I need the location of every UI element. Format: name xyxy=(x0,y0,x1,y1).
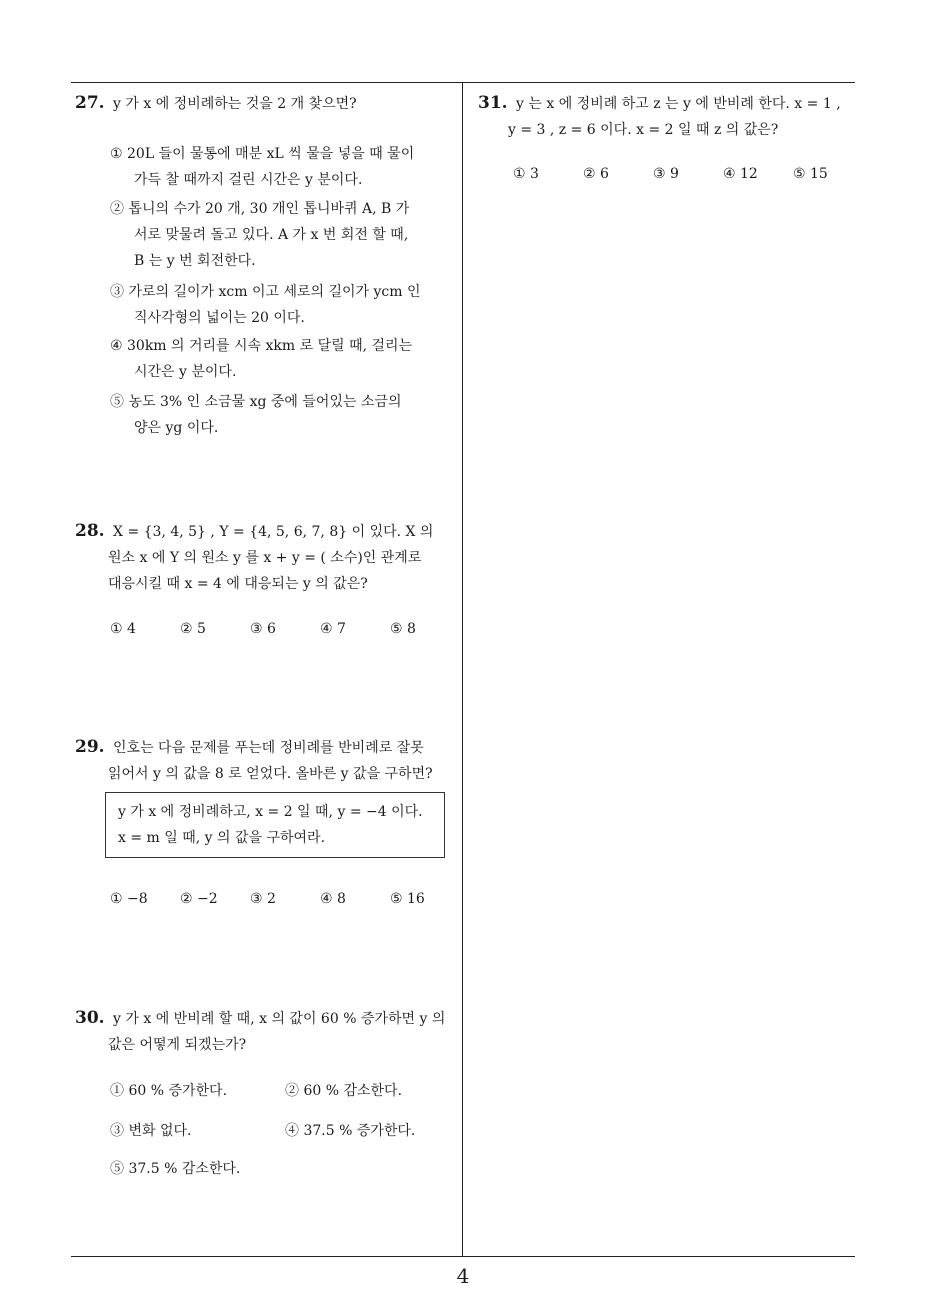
q30-choice-2[interactable]: ② 60 % 감소한다. xyxy=(285,1083,403,1099)
q28-choice-5[interactable]: ⑤ 8 xyxy=(390,621,416,637)
q28-choice-2[interactable]: ② 5 xyxy=(180,621,206,637)
q30-choice-4[interactable]: ④ 37.5 % 증가한다. xyxy=(285,1123,416,1139)
q29-choice-1[interactable]: ① −8 xyxy=(110,891,148,907)
question-28 xyxy=(75,518,460,597)
box-line2: x = m 일 때, y 의 값을 구하여라. xyxy=(118,830,326,846)
box-line1: y 가 x 에 정비례하고, x = 2 일 때, y = −4 이다. xyxy=(118,804,423,820)
question-29 xyxy=(75,734,460,787)
q27-option-5[interactable]: ⑤ 농도 3% 인 소금물 xg 중에 들어있는 소금의 양은 yg 이다. xyxy=(110,394,402,436)
problem-box xyxy=(105,792,445,858)
question-number: 30. xyxy=(75,1008,105,1028)
bottom-rule xyxy=(71,1256,855,1257)
q27-option-1[interactable]: ① 20L 들이 물통에 매분 xL 씩 물을 넣을 때 물이 가득 찰 때까지 걸린 시간은 y 분이다. xyxy=(110,146,415,188)
question-30 xyxy=(75,1005,460,1058)
question-number: 28. xyxy=(75,521,105,541)
q31-choice-5[interactable]: ⑤ 15 xyxy=(793,166,828,182)
q29-choice-3[interactable]: ③ 2 xyxy=(250,891,276,907)
question-text-line2: y = 3 , z = 6 이다. x = 2 일 때 z 의 값은? xyxy=(508,122,779,138)
q31-choice-1[interactable]: ① 3 xyxy=(513,166,539,182)
q31-choice-2[interactable]: ② 6 xyxy=(583,166,609,182)
question-text-line1: y 가 x 에 반비례 할 때, x 의 값이 60 % 증가하면 y 의 xyxy=(113,1011,446,1027)
question-number: 31. xyxy=(478,93,508,113)
q29-choice-2[interactable]: ② −2 xyxy=(180,891,218,907)
question-text-line2: 원소 x 에 Y 의 원소 y 를 x + y = ( 소수)인 관계로 xyxy=(108,550,422,566)
q31-choice-3[interactable]: ③ 9 xyxy=(653,166,679,182)
q30-choice-5[interactable]: ⑤ 37.5 % 감소한다. xyxy=(110,1161,241,1177)
page-number: 4 xyxy=(456,1264,470,1288)
top-rule xyxy=(71,82,855,83)
q30-choice-3[interactable]: ③ 변화 없다. xyxy=(110,1123,192,1139)
q27-option-4[interactable]: ④ 30km 의 거리를 시속 xkm 로 달릴 때, 걸리는 시간은 y 분이다. xyxy=(110,338,413,380)
question-27 xyxy=(75,90,455,117)
q28-choice-4[interactable]: ④ 7 xyxy=(320,621,346,637)
q27-option-2[interactable]: ② 톱니의 수가 20 개, 30 개인 톱니바퀴 A, B 가 서로 맞물려 돌고 있다. A 가 x 번 회전 할 때, B 는 y 번 회전한다. xyxy=(110,201,410,269)
question-text-line1: y 는 x 에 정비례 하고 z 는 y 에 반비례 한다. x = 1 , xyxy=(516,96,841,112)
q27-option-3[interactable]: ③ 가로의 길이가 xcm 이고 세로의 길이가 ycm 인 직사각형의 넓이는 20 이다. xyxy=(110,284,421,326)
question-text: y 가 x 에 정비례하는 것을 2 개 찾으면? xyxy=(113,96,357,112)
question-number: 29. xyxy=(75,737,105,757)
column-divider xyxy=(462,82,463,1257)
question-text-line3: 대응시킬 때 x = 4 에 대응되는 y 의 값은? xyxy=(108,576,368,592)
q31-choice-4[interactable]: ④ 12 xyxy=(723,166,758,182)
question-text-line2: 값은 어떻게 되겠는가? xyxy=(108,1037,247,1053)
q29-choice-5[interactable]: ⑤ 16 xyxy=(390,891,425,907)
q28-choice-3[interactable]: ③ 6 xyxy=(250,621,276,637)
question-text-line1: 인호는 다음 문제를 푸는데 정비례를 반비례로 잘못 xyxy=(113,740,424,756)
question-text-line2: 읽어서 y 의 값을 8 로 얻었다. 올바른 y 값을 구하면? xyxy=(108,766,433,782)
q28-choice-1[interactable]: ① 4 xyxy=(110,621,136,637)
q30-choice-1[interactable]: ① 60 % 증가한다. xyxy=(110,1083,228,1099)
question-31 xyxy=(478,90,863,143)
question-number: 27. xyxy=(75,93,105,113)
question-text-line1: X = {3, 4, 5} , Y = {4, 5, 6, 7, 8} 이 있다. X 의 xyxy=(113,524,434,540)
q29-choice-4[interactable]: ④ 8 xyxy=(320,891,346,907)
